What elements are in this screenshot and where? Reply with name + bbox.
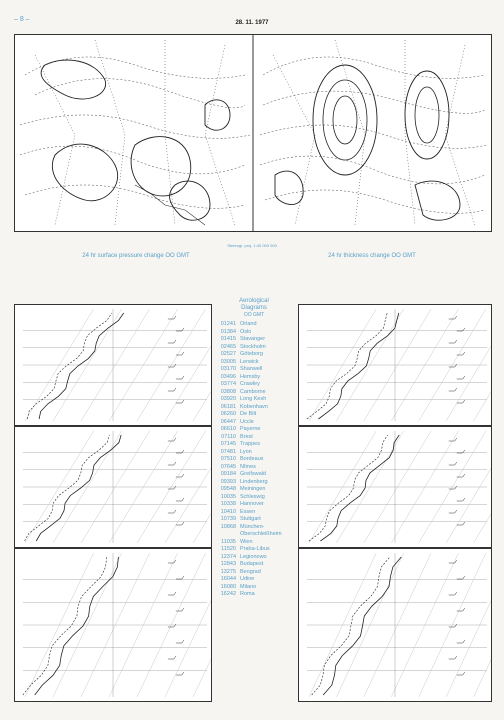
station-name: Hannover <box>240 501 264 507</box>
station-row <box>214 531 294 539</box>
station-id: 12374 <box>220 553 236 560</box>
station-row <box>214 396 294 404</box>
station-row <box>214 381 294 389</box>
station-row <box>214 584 294 592</box>
station-name: Oberschleißheim <box>240 531 282 537</box>
station-id: 13275 <box>220 568 236 575</box>
station-name: Budapest <box>240 561 264 567</box>
station-id: 03170 <box>220 366 236 372</box>
station-name: Uccle <box>240 418 254 425</box>
aerological-diagram-panel <box>14 548 212 702</box>
station-id: 07645 <box>220 463 236 470</box>
station-name: Göteborg <box>240 351 263 357</box>
station-name: Brest <box>240 433 253 440</box>
station-name: Greifswald <box>240 471 266 477</box>
station-id: 03496 <box>220 373 236 380</box>
station-row <box>214 374 294 382</box>
station-id: 06260 <box>220 411 236 417</box>
station-id: 07481 <box>220 448 236 455</box>
station-id: 11520 <box>221 546 236 552</box>
station-id: 09184 <box>220 471 236 477</box>
station-row <box>214 569 294 577</box>
station-name: Nîmes <box>240 463 256 470</box>
station-row <box>214 359 294 367</box>
right-map-caption: 24 hr thickness change OO GMT <box>328 253 416 259</box>
station-row <box>214 576 294 584</box>
station-name: Meiningen <box>240 486 266 492</box>
station-row <box>214 321 294 329</box>
station-id: 02527 <box>220 351 236 357</box>
station-name: Schleswig <box>240 493 265 500</box>
station-row <box>214 329 294 337</box>
aerological-diagram-panel <box>298 304 492 426</box>
map-scale-note: Stereogr. proj. 1:40 000 000 <box>227 243 277 248</box>
station-row <box>214 561 294 569</box>
station-list <box>214 321 294 599</box>
station-id: 03774 <box>220 381 236 387</box>
station-id: 10035 <box>220 493 236 500</box>
station-id: 10410 <box>220 508 236 515</box>
station-row <box>214 546 294 554</box>
station-row <box>214 539 294 547</box>
station-name: Milano <box>240 583 257 590</box>
station-row <box>214 591 294 599</box>
station-name: Praha-Libus <box>240 546 270 552</box>
station-row <box>214 456 294 464</box>
station-row <box>214 434 294 442</box>
station-name: Hemsby <box>240 373 261 380</box>
station-id: 06181 <box>220 403 236 410</box>
station-row <box>214 479 294 487</box>
station-id: 12843 <box>220 561 236 567</box>
station-name: Orland <box>240 321 257 327</box>
station-row <box>214 516 294 524</box>
station-name: Long Kesh <box>240 396 267 402</box>
station-name: Roma <box>240 591 255 597</box>
station-name: Legionowo <box>240 553 267 560</box>
station-row <box>214 449 294 457</box>
surface-pressure-change-map <box>20 40 250 225</box>
station-row <box>214 351 294 359</box>
station-name: Beograd <box>240 568 261 575</box>
station-name: Oslo <box>240 328 252 335</box>
page-number: – 8 – <box>14 16 30 23</box>
station-name: München- <box>240 523 265 530</box>
station-id: 16044 <box>220 576 236 582</box>
station-row <box>214 366 294 374</box>
station-row <box>214 471 294 479</box>
station-row <box>214 389 294 397</box>
station-id: 03808 <box>220 388 236 395</box>
legend-title-line1: Aerological <box>239 298 269 304</box>
station-row <box>214 554 294 562</box>
station-name: Trappes <box>240 441 260 447</box>
station-name: Stuttgart <box>240 516 261 522</box>
station-name: Stavanger <box>240 336 266 342</box>
station-row <box>214 344 294 352</box>
station-id: 02465 <box>220 343 236 350</box>
station-row <box>214 441 294 449</box>
station-id: 10338 <box>220 501 236 507</box>
station-row <box>214 426 294 434</box>
station-name: Lyon <box>240 448 252 455</box>
sounding-diagram-graphic <box>299 549 491 701</box>
station-name: Lerwick <box>240 358 259 365</box>
aerological-diagram-panel <box>298 426 492 548</box>
station-name: Stockholm <box>240 343 266 350</box>
station-name: Kobenhavn <box>240 403 268 410</box>
left-map-caption: 24 hr surface pressure change OO GMT <box>82 253 190 259</box>
station-id: 06610 <box>220 426 236 432</box>
station-row <box>214 501 294 509</box>
sounding-diagram-graphic <box>15 549 211 701</box>
station-id: 07145 <box>220 441 236 447</box>
station-id: 16080 <box>220 583 236 590</box>
station-row <box>214 411 294 419</box>
aerological-diagram-panel <box>14 304 212 426</box>
legend-subtitle: OO GMT <box>243 312 265 318</box>
station-row <box>214 486 294 494</box>
sounding-diagram-graphic <box>299 305 491 425</box>
station-id: 16242 <box>220 591 236 597</box>
station-name: Udine <box>240 576 255 582</box>
station-name: De Bilt <box>240 411 257 417</box>
sounding-diagram-graphic <box>15 427 211 547</box>
station-row <box>214 419 294 427</box>
station-id: 03920 <box>220 396 236 402</box>
station-id: 09393 <box>220 478 236 485</box>
station-row <box>214 464 294 472</box>
station-id: 06447 <box>220 418 236 425</box>
station-name: Wien <box>240 538 253 545</box>
station-name: Bordeaux <box>240 456 264 462</box>
station-legend <box>214 298 294 599</box>
station-id: 07110 <box>221 433 236 440</box>
station-row <box>214 509 294 517</box>
station-row <box>214 494 294 502</box>
station-id: 10868 <box>220 523 236 530</box>
sounding-diagram-graphic <box>15 305 211 425</box>
legend-title-line2: Diagrams <box>241 305 267 311</box>
station-name: Payerne <box>240 426 261 432</box>
station-id: 10739 <box>220 516 236 522</box>
station-name: Essen <box>240 508 256 515</box>
station-row <box>214 404 294 412</box>
station-id: 01415 <box>220 336 236 342</box>
station-id: 01384 <box>220 328 236 335</box>
station-row <box>214 336 294 344</box>
station-name: Lindenberg <box>240 478 268 485</box>
thickness-change-map <box>260 40 487 225</box>
aerological-diagram-panel <box>14 426 212 548</box>
station-name: Crawley <box>240 381 260 387</box>
weather-maps-panel <box>14 34 492 232</box>
station-row <box>214 524 294 532</box>
station-id <box>214 531 236 539</box>
page-date: 28. 11. 1977 <box>235 20 269 26</box>
station-id: 03005 <box>220 358 236 365</box>
sounding-diagram-graphic <box>299 427 491 547</box>
station-name: Shanwell <box>240 366 263 372</box>
station-id: 09548 <box>220 486 236 492</box>
station-id: 11035 <box>221 538 236 545</box>
station-id: 01241 <box>220 321 236 327</box>
station-id: 07510 <box>220 456 236 462</box>
station-name: Camborne <box>240 388 266 395</box>
aerological-diagram-panel <box>298 548 492 702</box>
